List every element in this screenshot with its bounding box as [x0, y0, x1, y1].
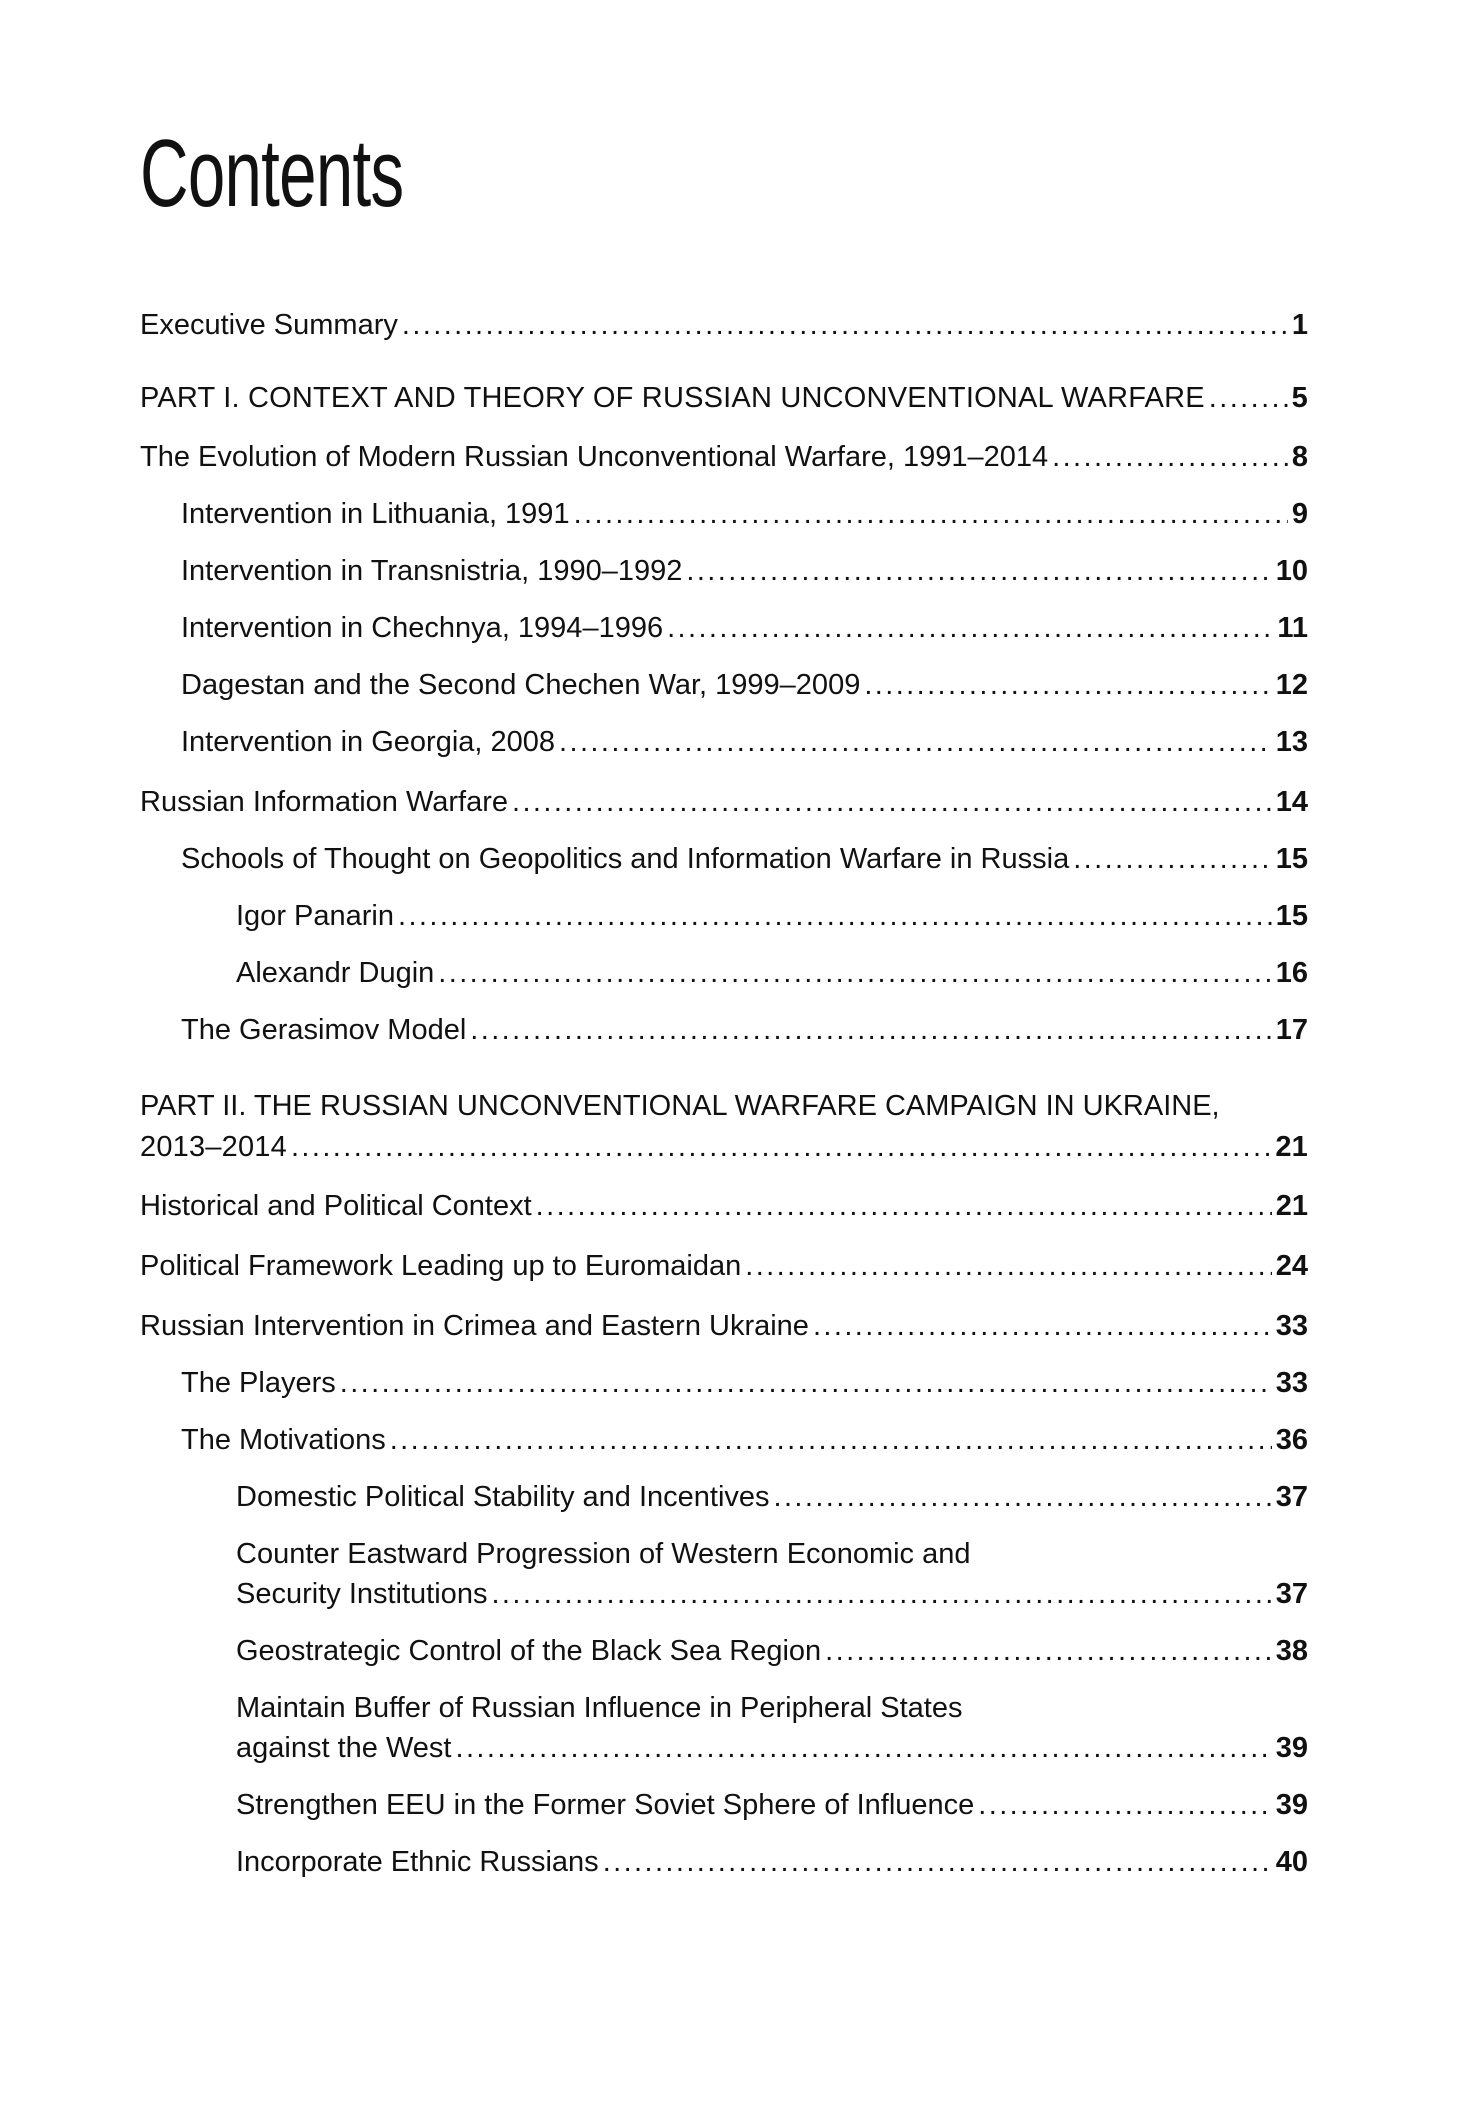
toc-page-number: 15 — [1275, 843, 1308, 875]
toc-entry-label: Political Framework Leading up to Euromaidan — [140, 1250, 742, 1282]
toc-page-number: 9 — [1291, 498, 1308, 530]
toc-page-number: 21 — [1275, 1190, 1308, 1222]
toc-entry-label: Executive Summary — [140, 309, 398, 341]
dot-leader — [559, 722, 1272, 762]
toc-entry-label: The Players — [181, 1367, 336, 1399]
toc-entry-domestic-stability — [236, 1477, 1308, 1517]
toc-entry-lithuania — [181, 494, 1308, 534]
toc-entry-label: Russian Intervention in Crimea and Eastern Ukraine — [140, 1310, 809, 1342]
dot-leader — [438, 953, 1271, 993]
toc-entry-label: Igor Panarin — [236, 900, 394, 932]
dot-leader — [398, 896, 1272, 936]
toc-page-number: 16 — [1275, 957, 1308, 989]
toc-entry-label: Dagestan and the Second Chechen War, 1999–2009 — [181, 669, 861, 701]
dot-leader — [340, 1363, 1272, 1403]
toc-entry-georgia — [181, 722, 1308, 762]
dot-leader — [745, 1246, 1271, 1286]
toc-entry-ethnic-russians — [236, 1842, 1308, 1882]
dot-leader — [774, 1477, 1272, 1517]
toc-entry-label: Geostrategic Control of the Black Sea Region — [236, 1635, 822, 1667]
toc-entry-label: Intervention in Georgia, 2008 — [181, 726, 556, 758]
toc-entry-label: Intervention in Transnistria, 1990–1992 — [181, 555, 683, 587]
toc-entry-label: Domestic Political Stability and Incentives — [236, 1481, 770, 1513]
toc-entry-dagestan — [181, 665, 1308, 705]
toc-entry-part-two — [140, 1127, 1308, 1167]
toc-entry-evolution — [140, 437, 1308, 477]
toc-page-number: 37 — [1275, 1578, 1308, 1610]
toc-entry-buffer — [236, 1728, 1308, 1768]
dot-leader — [667, 608, 1273, 648]
dot-leader — [825, 1631, 1272, 1671]
page-title: Contents — [140, 120, 404, 227]
toc-entry-chechnya — [181, 608, 1308, 648]
dot-leader — [470, 1010, 1271, 1050]
toc-page-number: 39 — [1275, 1789, 1308, 1821]
dot-leader — [536, 1186, 1272, 1226]
toc-entry-political-framework — [140, 1246, 1308, 1286]
toc-entry-eeu — [236, 1785, 1308, 1825]
toc-entry-label: Strengthen EEU in the Former Soviet Sphere of Influence — [236, 1789, 975, 1821]
toc-entry-label: Security Institutions — [236, 1578, 488, 1610]
toc-page-number: 24 — [1275, 1250, 1308, 1282]
toc-entry-label: Incorporate Ethnic Russians — [236, 1846, 599, 1878]
toc-entry-label: Intervention in Chechnya, 1994–1996 — [181, 612, 664, 644]
dot-leader — [686, 551, 1271, 591]
toc-page-number: 5 — [1291, 382, 1308, 414]
toc-entry-label: against the West — [236, 1732, 452, 1764]
toc-entry-label: The Evolution of Modern Russian Unconventional Warfare, 1991–2014 — [140, 441, 1049, 473]
toc-page-number: 33 — [1275, 1367, 1308, 1399]
toc-entry-label: The Motivations — [181, 1424, 386, 1456]
dot-leader — [864, 665, 1271, 705]
dot-leader — [1052, 437, 1288, 477]
dot-leader — [512, 782, 1272, 822]
toc-entry-motivations — [181, 1420, 1308, 1460]
toc-page-number: 33 — [1275, 1310, 1308, 1342]
toc-entry-players — [181, 1363, 1308, 1403]
toc-page-number: 37 — [1275, 1481, 1308, 1513]
toc-entry-gerasimov — [181, 1010, 1308, 1050]
toc-entry-panarin — [236, 896, 1308, 936]
toc-entry-part-one — [140, 378, 1308, 418]
toc-page-number: 36 — [1275, 1424, 1308, 1456]
toc-entry-label: PART I. CONTEXT AND THEORY OF RUSSIAN UNCONVENTIONAL WARFARE — [140, 382, 1205, 414]
toc-entry-label: Russian Information Warfare — [140, 786, 509, 818]
toc-entry-label: 2013–2014 — [140, 1131, 287, 1163]
toc-entry-historical-context — [140, 1186, 1308, 1226]
toc-entry-counter-eastward — [236, 1574, 1308, 1614]
toc-page-number: 39 — [1275, 1732, 1308, 1764]
toc-page-number: 11 — [1277, 612, 1308, 644]
toc-page-number: 14 — [1275, 786, 1308, 818]
toc-page-number: 13 — [1275, 726, 1308, 758]
toc-page-number: 8 — [1291, 441, 1308, 473]
toc-entry-part-two-line1: PART II. THE RUSSIAN UNCONVENTIONAL WARFARE CAMPAIGN IN UKRAINE, — [140, 1090, 1220, 1122]
toc-entry-label: Historical and Political Context — [140, 1190, 532, 1222]
toc-entry-executive-summary — [140, 305, 1308, 345]
toc-entry-label: The Gerasimov Model — [181, 1014, 467, 1046]
toc-entry-label: Intervention in Lithuania, 1991 — [181, 498, 570, 530]
dot-leader — [455, 1728, 1271, 1768]
dot-leader — [574, 494, 1288, 534]
toc-entry-black-sea — [236, 1631, 1308, 1671]
toc-entry-schools-of-thought — [181, 839, 1308, 879]
toc-page-number: 10 — [1275, 555, 1308, 587]
toc-entry-label: Alexandr Dugin — [236, 957, 435, 989]
toc-entry-buffer-line1: Maintain Buffer of Russian Influence in Peripheral States — [236, 1692, 963, 1724]
dot-leader — [603, 1842, 1272, 1882]
toc-entry-information-warfare — [140, 782, 1308, 822]
toc-entry-crimea — [140, 1306, 1308, 1346]
dot-leader — [491, 1574, 1271, 1614]
toc-page-number: 17 — [1275, 1014, 1308, 1046]
toc-page-number: 12 — [1275, 669, 1308, 701]
toc-page-number: 21 — [1275, 1131, 1308, 1163]
dot-leader — [813, 1306, 1272, 1346]
dot-leader — [1073, 839, 1272, 879]
dot-leader — [1209, 378, 1288, 418]
toc-entry-label: Schools of Thought on Geopolitics and Information Warfare in Russia — [181, 843, 1070, 875]
toc-page-number: 40 — [1275, 1846, 1308, 1878]
dot-leader — [402, 305, 1288, 345]
toc-page-number: 15 — [1275, 900, 1308, 932]
dot-leader — [978, 1785, 1271, 1825]
toc-entry-transnistria — [181, 551, 1308, 591]
toc-page-number: 1 — [1291, 309, 1308, 341]
toc-page-number: 38 — [1275, 1635, 1308, 1667]
toc-entry-dugin — [236, 953, 1308, 993]
toc-entry-counter-eastward-line1: Counter Eastward Progression of Western Economic and — [236, 1538, 971, 1570]
dot-leader — [291, 1127, 1271, 1167]
dot-leader — [390, 1420, 1272, 1460]
